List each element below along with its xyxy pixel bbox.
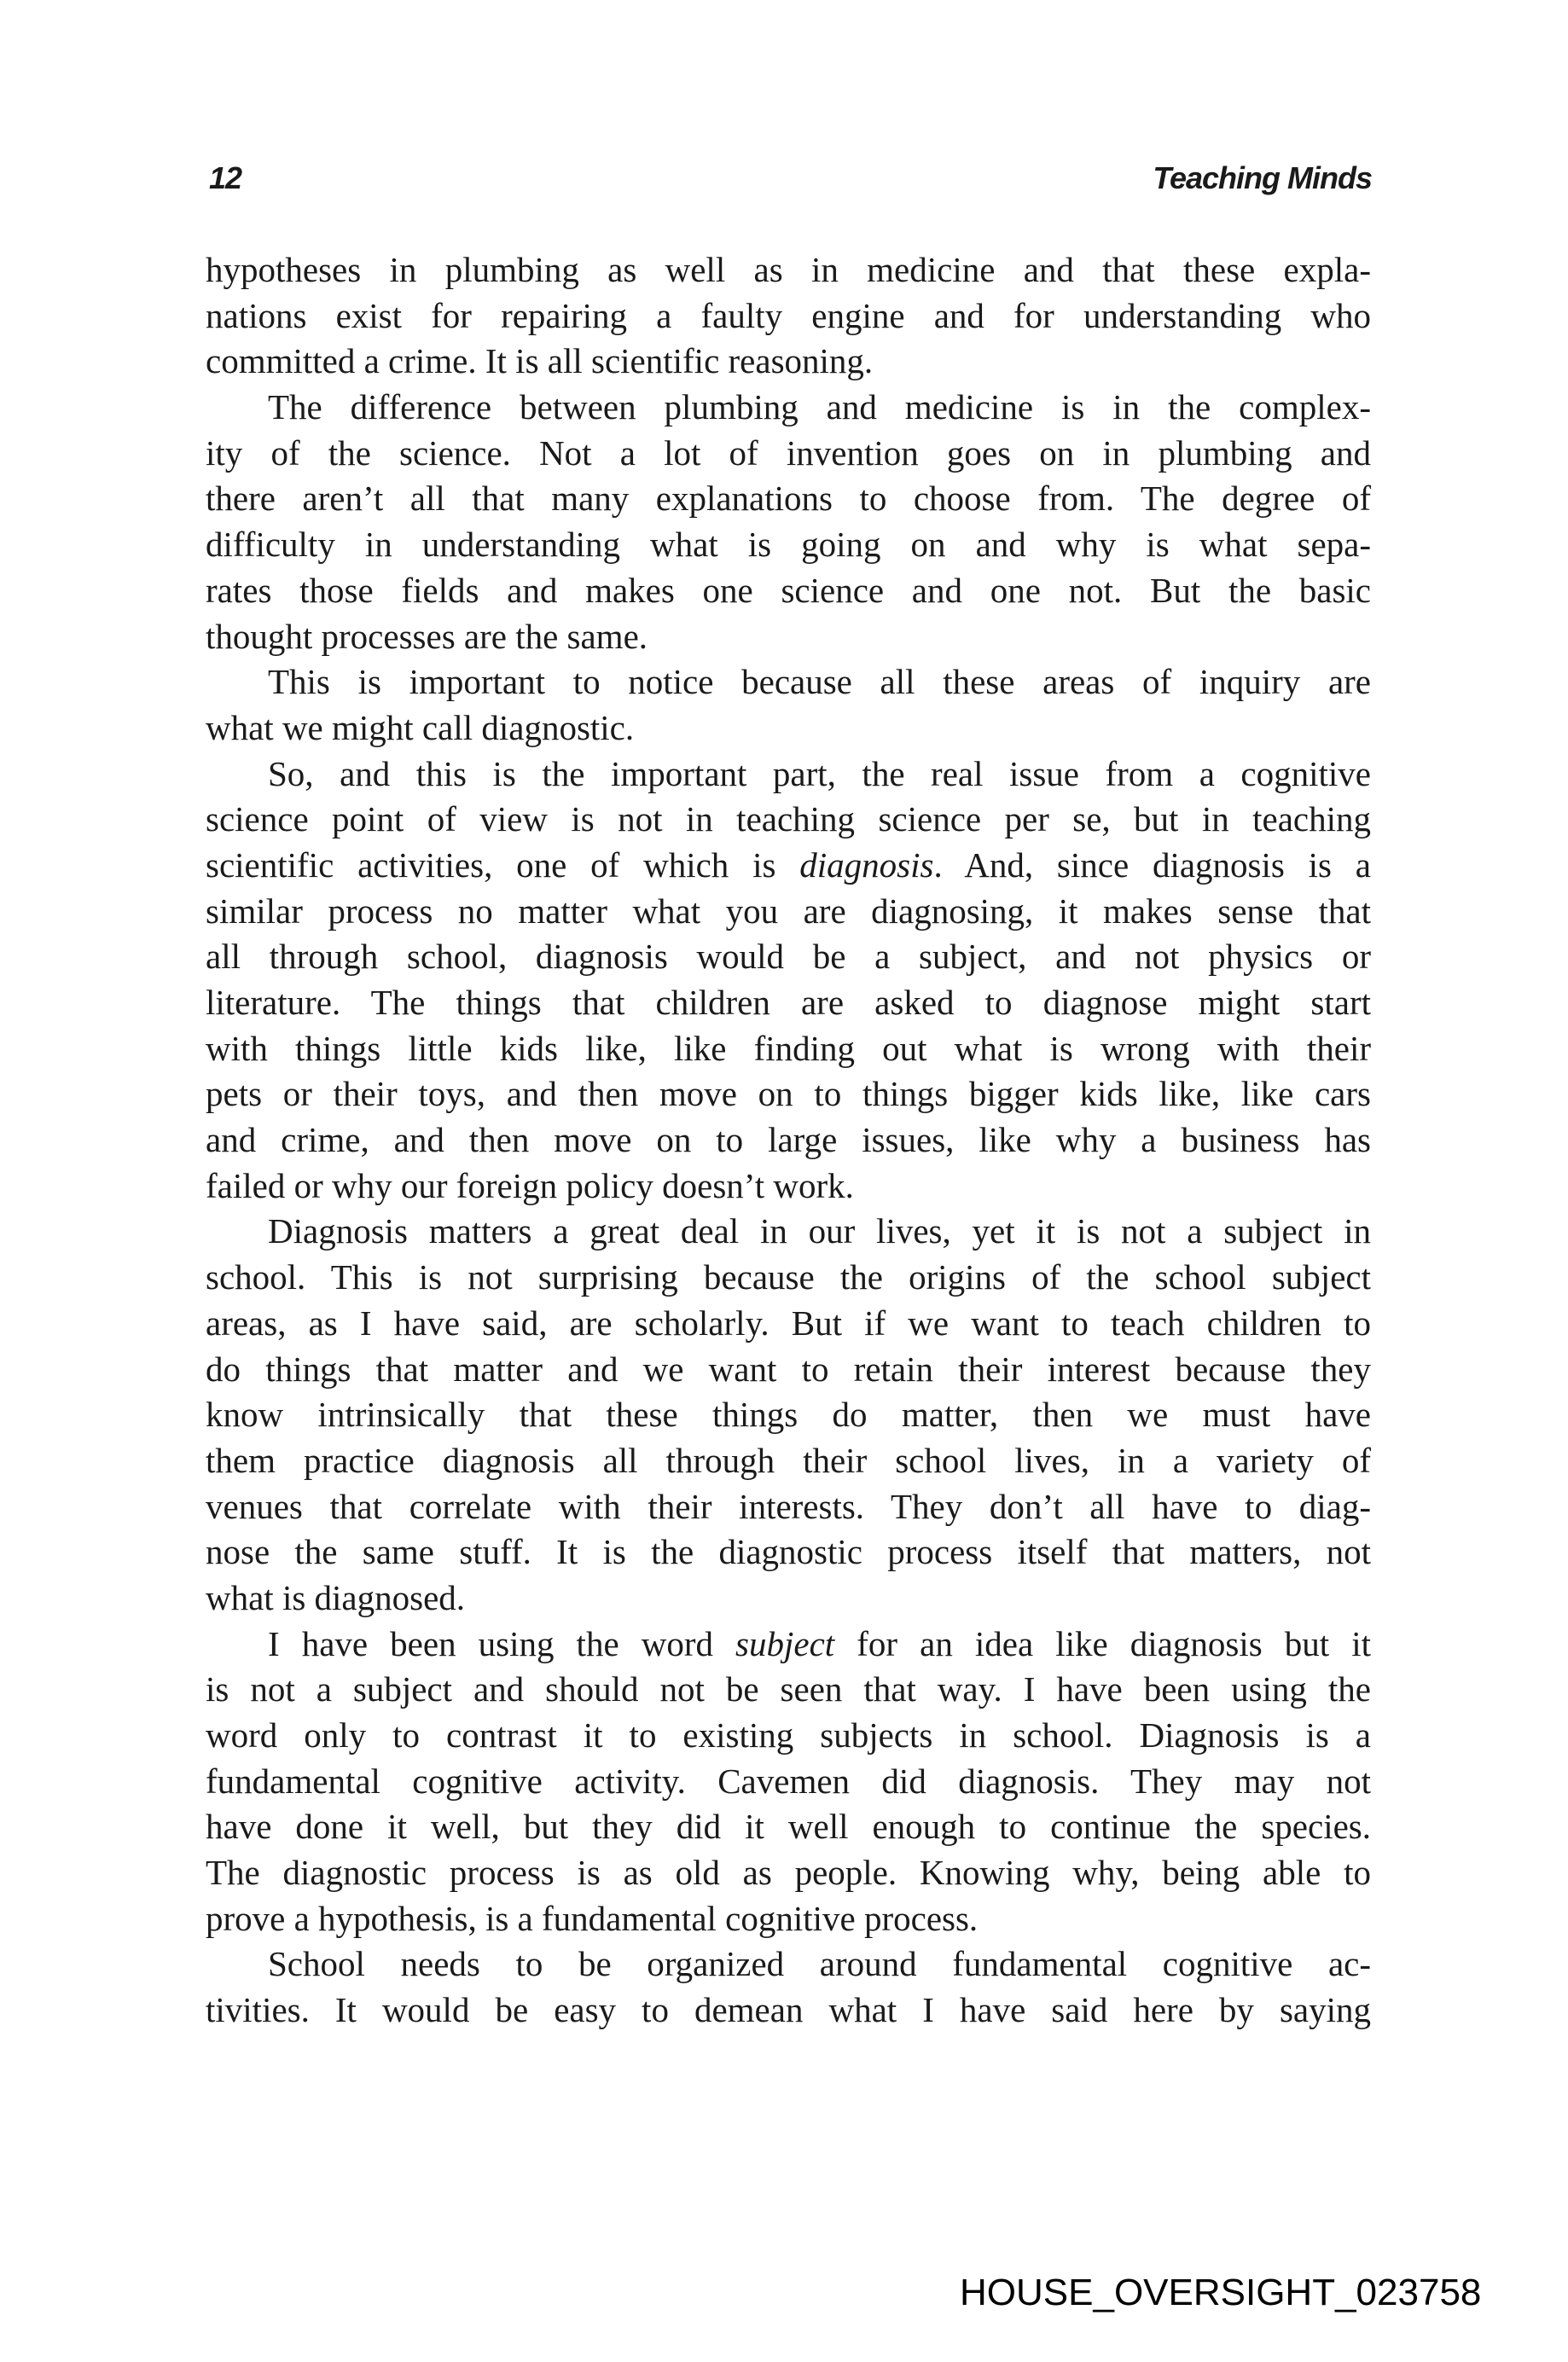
text-line: prove a hypothesis, is a fundamental cognitive process. bbox=[206, 1898, 979, 1938]
text-line: Diagnosis matters a great deal in our lives, yet it is not a subject in bbox=[268, 1211, 1371, 1251]
text-line: fundamental cognitive activity. Cavemen did diagnosis. They may not bbox=[206, 1761, 1371, 1801]
text-line: thought processes are the same. bbox=[206, 616, 648, 656]
text-line: committed a crime. It is all scientific reasoning. bbox=[206, 341, 874, 381]
bates-stamp: HOUSE_OVERSIGHT_023758 bbox=[960, 2272, 1482, 2313]
paragraph bbox=[206, 1941, 1371, 2033]
text-line: have done it well, but they did it well enough to continue the species. bbox=[206, 1807, 1371, 1847]
text-line: scientific activities, one of which is diagnosis. And, since diagnosis is a bbox=[206, 844, 1371, 885]
text-line: So, and this is the important part, the real issue from a cognitive bbox=[268, 753, 1371, 793]
paragraph bbox=[206, 1209, 1371, 1621]
text-line: nations exist for repairing a faulty engine and for understanding who bbox=[206, 295, 1371, 335]
paragraph bbox=[206, 659, 1371, 751]
text-line: difficulty in understanding what is going on and why is what sepa- bbox=[206, 525, 1371, 565]
text-line: do things that matter and we want to retain their interest because they bbox=[206, 1349, 1371, 1389]
text-line: pets or their toys, and then move on to things bigger kids like, like cars bbox=[206, 1074, 1371, 1114]
text-line: is not a subject and should not be seen that way. I have been using the bbox=[206, 1669, 1371, 1709]
text-line: with things little kids like, like finding out what is wrong with their bbox=[206, 1028, 1371, 1068]
text-line: all through school, diagnosis would be a subject, and not physics or bbox=[206, 937, 1371, 977]
text-line: I have been using the word subject for an idea like diagnosis but it bbox=[268, 1623, 1371, 1663]
text-line: word only to contrast it to existing subjects in school. Diagnosis is a bbox=[206, 1715, 1371, 1755]
text-line: This is important to notice because all these areas of inquiry are bbox=[268, 662, 1371, 702]
text-line: know intrinsically that these things do matter, then we must have bbox=[206, 1395, 1371, 1435]
page-number: 12 bbox=[209, 160, 242, 195]
text-line: School needs to be organized around fundamental cognitive ac- bbox=[268, 1944, 1371, 1984]
text-line: failed or why our foreign policy doesn’t work. bbox=[206, 1165, 854, 1205]
paragraph bbox=[206, 752, 1371, 1210]
text-line: and crime, and then move on to large issues, like why a business has bbox=[206, 1120, 1371, 1160]
body-text bbox=[206, 247, 1371, 2034]
text-line: tivities. It would be easy to demean what I have said here by saying bbox=[206, 1990, 1371, 2030]
paragraph bbox=[206, 1622, 1371, 1942]
running-title: Teaching Minds bbox=[1153, 160, 1372, 195]
text-line: nose the same stuff. It is the diagnostic process itself that matters, not bbox=[206, 1532, 1371, 1572]
paragraph bbox=[206, 247, 1371, 385]
text-line: hypotheses in plumbing as well as in medicine and that these expla- bbox=[206, 250, 1371, 289]
text-line: science point of view is not in teaching science per se, but in teaching bbox=[206, 799, 1371, 839]
text-line: there aren’t all that many explanations to choose from. The degree of bbox=[206, 479, 1371, 519]
paragraph bbox=[206, 385, 1371, 659]
text-line: literature. The things that children are asked to diagnose might start bbox=[206, 983, 1371, 1022]
text-line: ity of the science. Not a lot of invention goes on in plumbing and bbox=[206, 432, 1371, 473]
text-line: them practice diagnosis all through their school lives, in a variety of bbox=[206, 1440, 1371, 1480]
text-line: school. This is not surprising because the origins of the school subject bbox=[206, 1257, 1371, 1297]
text-line: similar process no matter what you are diagnosing, it makes sense that bbox=[206, 891, 1371, 931]
text-line: venues that correlate with their interests. They don’t all have to diag- bbox=[206, 1486, 1371, 1526]
text-line: rates those fields and makes one science and one not. But the basic bbox=[206, 570, 1371, 610]
text-line: The diagnostic process is as old as people. Knowing why, being able to bbox=[206, 1853, 1371, 1893]
text-line: what we might call diagnostic. bbox=[206, 707, 635, 747]
text-line: The difference between plumbing and medicine is in the complex- bbox=[268, 387, 1371, 427]
text-line: areas, as I have said, are scholarly. But if we want to teach children to bbox=[206, 1303, 1371, 1343]
text-line: what is diagnosed. bbox=[206, 1577, 466, 1617]
